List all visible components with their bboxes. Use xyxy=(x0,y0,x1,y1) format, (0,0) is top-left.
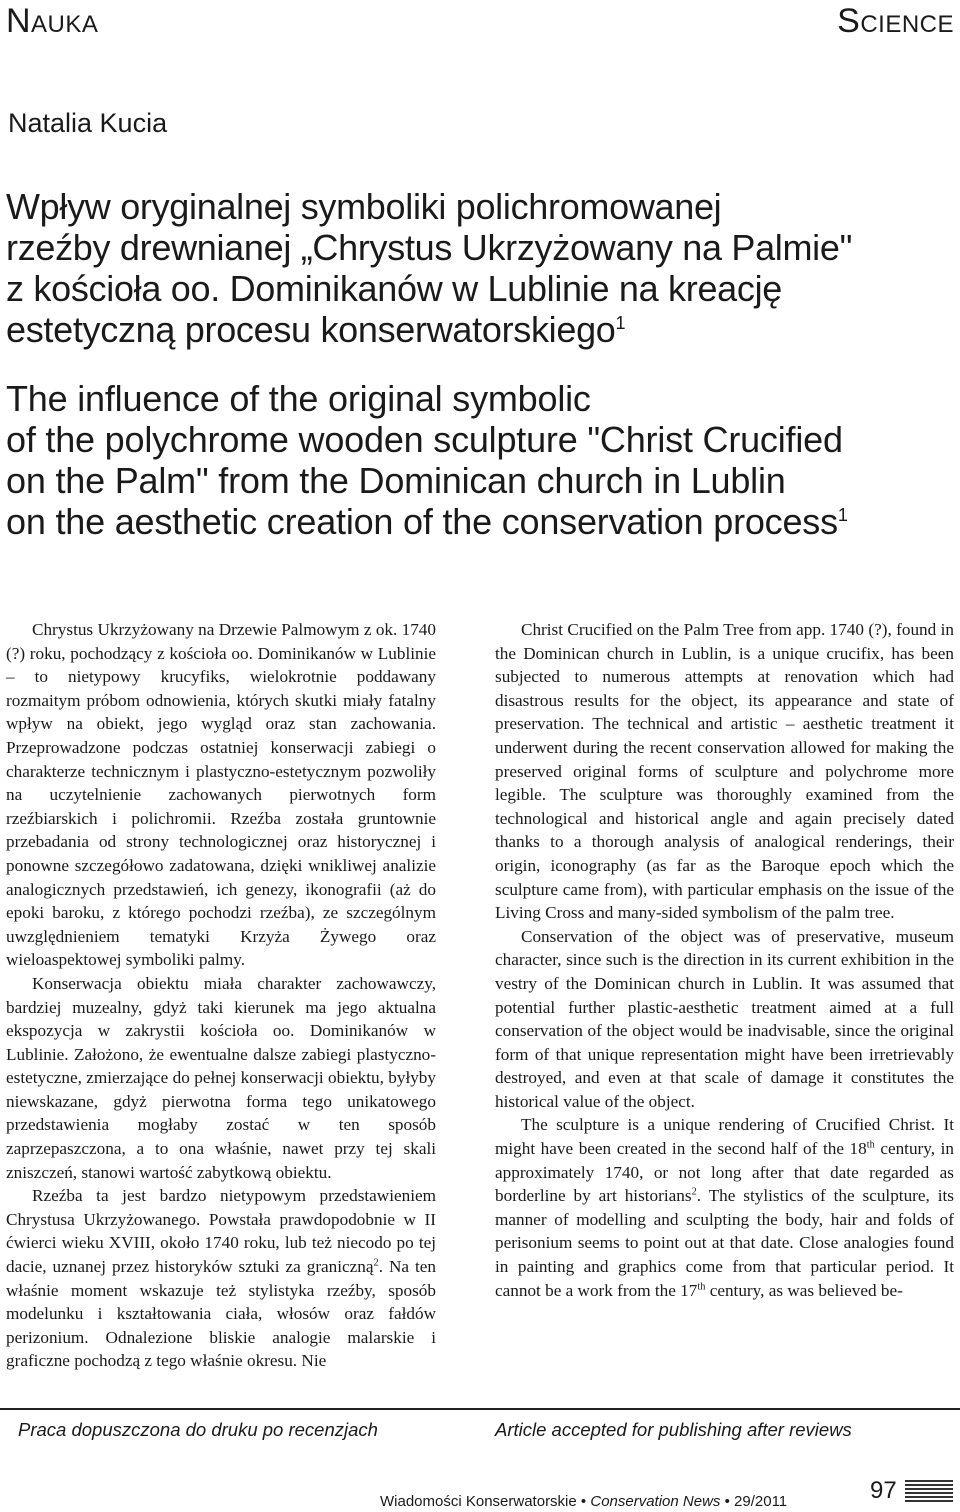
superscript: th xyxy=(866,1139,875,1151)
text-run: Rzeźba ta jest bardzo nietypowym przedstawieniem Chrystusa Ukrzyżowanego. Powstała prawdopodobnie w II ćwierci wieku XVIII, około 1740 roku, lub też niecodo po tej dacie, uznanej przez historyków sztuki za graniczną xyxy=(6,1186,436,1277)
journal-footer xyxy=(380,1493,787,1510)
abstract-pl-paragraph xyxy=(6,1184,436,1373)
abstract-pl-paragraph: Konserwacja obiektu miała charakter zachowawczy, bardziej muzealny, gdyż taki kierunek ma jego aktualna ekspozycja w zakrystii kościoła oo. Dominikanów w Lublinie. Założono, że ewentualne dalsze zabiegi plastyczno-estetyczne, zmierzające do pełnej konserwacji obiektu, byłyby niewskazane, gdyż pierwotna forma tego unikatowego przedstawienia mogłaby zostać w ten sposób zaprzepaszczona, a to ona właśnie, nawet przy tej skali zniszczeń, stanowi wartość zabytkową obiektu. xyxy=(6,973,436,1182)
text-run: . Na ten właśnie moment wskazuje też stylistyka rzeźby, sposób modelunku i kształtowania ciała, włosów oraz fałdów perizonium. Odnalezione bliskie analogie malarskie i graficzne pochodzą z tego właśnie okresu. Nie xyxy=(6,1257,436,1371)
title-en-line: The influence of the original symbolic xyxy=(6,378,591,419)
title-english xyxy=(6,378,954,542)
review-note-pl: Praca dopuszczona do druku po recenzjach xyxy=(18,1419,378,1440)
journal-name-pl: Wiadomości Konserwatorskie xyxy=(380,1493,577,1510)
title-polish xyxy=(6,186,946,350)
review-note-en: Article accepted for publishing after reviews xyxy=(495,1419,852,1440)
stripes-icon xyxy=(905,1480,953,1504)
abstract-en-paragraph: Christ Crucified on the Palm Tree from app. 1740 (?), found in the Dominican church in Lublin, is a unique crucifix, has been subjected to numerous attempts at renovation which had disastrous results for the object, its appearance and state of preservation. The technical and artistic – aesthetic treatment it underwent during the recent conservation allowed for making the preserved original forms of sculpture and polychrome more legible. The sculpture was thoroughly examined from the technological and historical angle and again precisely dated thanks to a thorough analysis of analogical renderings, their origin, iconography (as far as the Baroque epoch which the sculpture came from), with particular emphasis on the issue of the Living Cross and many-sided symbolism of the palm tree. xyxy=(495,620,954,923)
title-en-line: on the Palm" from the Dominican church in Lublin xyxy=(6,460,786,501)
issue-number: 29/2011 xyxy=(734,1493,788,1510)
separator-bullet: • xyxy=(724,1493,730,1510)
footnote-ref: 2 xyxy=(691,1186,697,1198)
section-label-en: Science xyxy=(837,2,954,40)
section-label-pl: Nauka xyxy=(6,2,99,40)
footnote-marker: 1 xyxy=(615,313,626,333)
title-pl-line: Wpływ oryginalnej symboliki polichromowanej xyxy=(6,186,722,227)
footnote-ref: 2 xyxy=(373,1257,379,1269)
text-run: . The stylistics of the sculpture, its manner of modelling and sculpting the body, hair and folds of perisonium seems to point out at that date. Close analogies found in painting and graphics come from that particular period. It cannot be a work from the 17 xyxy=(495,1186,954,1300)
title-pl-line-text: estetyczną procesu konserwatorskiego xyxy=(6,309,616,350)
abstract-en-paragraph xyxy=(495,1113,954,1302)
abstract-english xyxy=(495,618,954,1302)
separator-bullet: • xyxy=(580,1493,587,1510)
text-run: The sculpture is a unique rendering of Crucified Christ. It might have been created in the second half of the 18 xyxy=(495,1115,954,1159)
abstract-polish xyxy=(6,618,436,1373)
journal-name-en: Conservation News xyxy=(590,1493,721,1510)
title-en-line-text: on the aesthetic creation of the conservation process xyxy=(6,501,838,542)
title-en-line xyxy=(6,501,954,542)
abstract-en-paragraph: Conservation of the object was of preservative, museum character, since such is the direction in its current exhibition in the vestry of the Dominican church in Lublin. It was assumed that potential further plastic-aesthetic treatment aimed at a full conservation of the object would be inadvisable, since the original form of that unique representation might have been irretrievably destroyed, and even at that scale of damage it constitutes the historical value of the object. xyxy=(495,926,954,1111)
title-pl-line: rzeźby drewnianej „Chrystus Ukrzyżowany na Palmie" xyxy=(6,227,853,268)
page-number: 97 xyxy=(870,1477,897,1504)
superscript: th xyxy=(697,1280,706,1292)
text-run: century, in approximately 1740, or not long after that date regarded as borderline by art historians xyxy=(495,1139,954,1206)
author-name: Natalia Kucia xyxy=(8,108,168,138)
text-run: century, as was believed be- xyxy=(705,1280,903,1300)
footer-divider xyxy=(0,1408,960,1410)
abstract-pl-paragraph: Chrystus Ukrzyżowany na Drzewie Palmowym z ok. 1740 (?) roku, pochodzący z kościoła oo. Dominikanów w Lublinie – to nietypowy krucyfiks, wielokrotnie poddawany rozmaitym próbom odnowienia, których skutki miały fatalny wpływ na obiekt, jego wygląd oraz stan zachowania. Przeprowadzone podczas ostatniej konserwacji zabiegi o charakterze technicznym i plastyczno-estetycznym pozwoliły na uczytelnienie zachowanych pierwotnych form rzeźbiarskich i polichromii. Rzeźba została gruntownie przebadania od strony technologicznej oraz historycznej i ponowne szczegółowo zadatowana, dzięki wnikliwej analizie analogicznych przedstawień, ich genezy, ikonografii (aż do epoki baroku, z którego pochodzi rzeźba), ze szczególnym uwzględnieniem tematyki Krzyża Żywego oraz wieloaspektowej symboliki palmy. xyxy=(6,620,436,970)
title-en-line: of the polychrome wooden sculpture "Christ Crucified xyxy=(6,419,843,460)
title-pl-line: z kościoła oo. Dominikanów w Lublinie na kreację xyxy=(6,268,783,309)
footnote-marker: 1 xyxy=(837,505,848,525)
title-pl-line xyxy=(6,309,946,350)
